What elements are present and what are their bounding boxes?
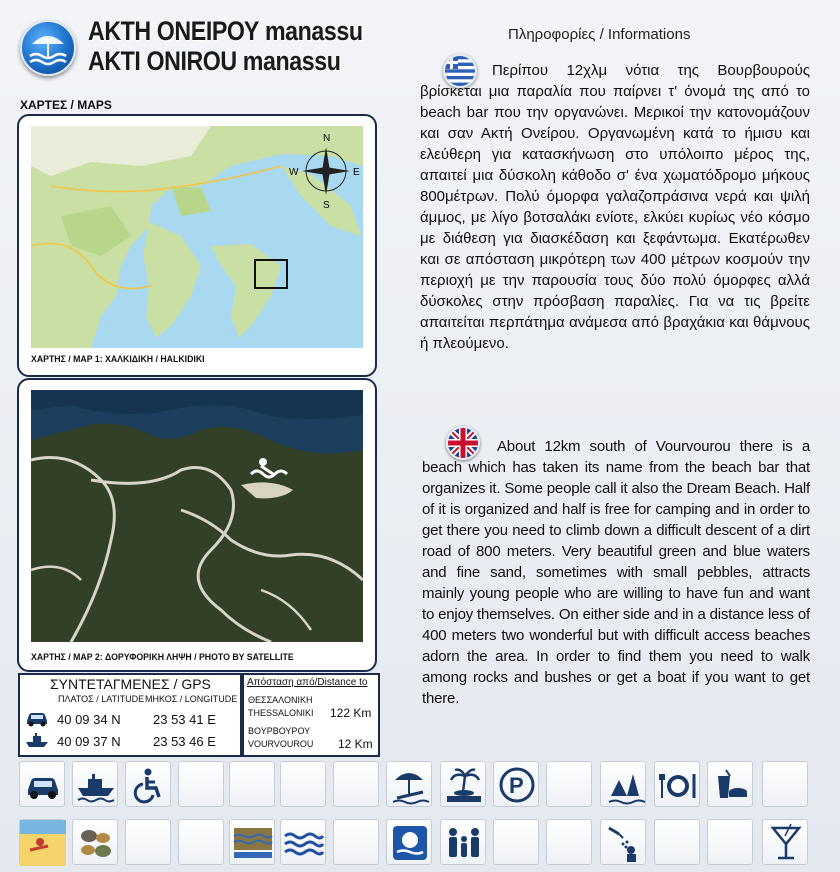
compass-w: W	[289, 167, 299, 178]
description-greek: Περίπου 12χλμ νότια της Βουρβουρούς βρίσκεται μια παραλία που παίρνει τ' όνομά της από το beach bar που την οργανώνει. Μερικοί την κατονομάζουν και σαν Ακτή Ονείρου. Οργανωμένη κατά το ήμισυ και ελεύθερη για κατασκήνωση στο υπόλοιπο μέρος της, απαιτεί μια δύσκολη κάθοδο σ' ένα χωματόδρομο μήκους 800μέτρων. Πολύ όμορφα γαλαζοπράσινα νερά και ψιλή άμμος, με λίγο βοτσαλάκι ενίοτε, ελκύει κυρίως νέο κόσμο με διάθεση για διασκέδαση και ξεφάντωμα. Εκατέρωθεν και σε απόσταση μικρότερη των 400 μέτρων κοσμούν την περιοχή με την παρουσία τους δύο πολύ όμορφες αλλά δύσκολες στην πρόσβαση παραλίες. Για να τις βρείτε απαιτείται περπάτημα ανάμεσα από βραχάκια και θάμνους ή πλεούμενο.	[420, 62, 810, 352]
empty-tile	[125, 819, 171, 865]
map-satellite[interactable]	[17, 378, 377, 672]
maps-section-label: ΧΑΡΤΕΣ / MAPS	[20, 98, 112, 112]
empty-tile	[229, 761, 275, 807]
longitude-header: ΜΗΚΟΣ / LONGITUDE	[145, 694, 238, 704]
city2-english: VOURVOUROU	[248, 739, 314, 749]
map1-caption: ΧΑΡΤΗΣ / MAP 1: ΧΑΛΚΙΔΙΚΗ / HALKIDIKI	[31, 354, 205, 365]
empty-tile	[493, 819, 539, 865]
city1-greek: ΘΕΣΣΑΛΟΝΙΚΗ	[248, 695, 313, 705]
fastfood-icon	[707, 761, 753, 807]
empty-tile	[546, 761, 592, 807]
gps-title: ΣΥΝΤΕΤΑΓΜΕΝΕΣ / GPS	[50, 676, 211, 692]
description-english: About 12km south of Vourvourou there is a beach which has taken its name from the beach bar that organizes it. Some people call it also the Dream Beach. Half of it is organized and half is free for camping and in order to get there you need to climb down a difficult descent of a dirt road of 800 meters. Very beautiful green and blue waters and fine sand, sometimes with small pebbles, attracts mainly young people who are willing to have fun and want to enjoy themselves. On either side and in a distance less of 400 meters two wonderful but with difficult access beaches adorn the area. In order to find them you need to walk among rocks and bushes or get a boat if you want to get there.	[422, 438, 810, 707]
empty-tile	[654, 819, 700, 865]
page-title-latin: AKTI ONIROU manassu	[88, 46, 341, 76]
boat-latitude: 40 09 37 N	[57, 734, 121, 749]
beach-logo-icon	[20, 20, 76, 76]
empty-tile	[762, 761, 808, 807]
empty-tile	[178, 761, 224, 807]
gps-coordinates-box	[18, 673, 242, 757]
wheelchair-icon	[125, 761, 171, 807]
empty-tile	[178, 819, 224, 865]
organized-sea-icon	[229, 819, 275, 865]
sand-icon	[19, 819, 65, 865]
car-longitude: 23 53 41 E	[153, 712, 216, 727]
empty-tile	[546, 819, 592, 865]
city1-english: THESSALONIKI	[248, 708, 314, 718]
boat-coord-icon	[24, 731, 50, 749]
distance-title: Απόσταση από/Distance to	[247, 677, 368, 688]
latitude-header: ΠΛΑΤΟΣ / LATITUDE	[58, 694, 145, 704]
boat-icon	[72, 761, 118, 807]
empty-tile	[333, 761, 379, 807]
blue-flag-icon	[386, 819, 432, 865]
halkidiki-map-image	[31, 126, 363, 348]
boat-longitude: 23 53 46 E	[153, 734, 216, 749]
waves-icon	[280, 819, 326, 865]
island-icon	[440, 761, 486, 807]
info-heading: Πληροφορίες / Informations	[508, 26, 691, 43]
compass-e: E	[353, 167, 360, 178]
empty-tile	[333, 819, 379, 865]
svg-text:P: P	[509, 773, 524, 798]
satellite-photo-image	[31, 390, 363, 642]
map-halkidiki[interactable]	[17, 114, 377, 377]
compass-s: S	[323, 200, 330, 211]
car-coord-icon	[24, 709, 50, 727]
parking-icon	[493, 761, 539, 807]
cocktail-icon	[762, 819, 808, 865]
city2-greek: ΒΟΥΡΒΟΥΡΟΥ	[248, 726, 311, 736]
distance-box	[242, 673, 380, 757]
page-title-greek: ΑΚΤΗ ΟΝΕΙΡΟΥ manassu	[88, 16, 363, 46]
car-icon	[19, 761, 65, 807]
city1-distance: 122 Km	[330, 706, 372, 720]
empty-tile	[280, 761, 326, 807]
camping-icon	[600, 761, 646, 807]
umbrella-beach-icon	[386, 761, 432, 807]
map2-caption: ΧΑΡΤΗΣ / MAP 2: ΔΟΡΥΦΟΡΙΚΗ ΛΗΨΗ / PHOTO BY SATELLITE	[31, 652, 294, 663]
family-icon	[440, 819, 486, 865]
car-latitude: 40 09 34 N	[57, 712, 121, 727]
compass-n: N	[323, 133, 331, 144]
pebbles-icon	[72, 819, 118, 865]
city2-distance: 12 Km	[338, 737, 373, 751]
restaurant-icon	[654, 761, 700, 807]
shower-icon	[600, 819, 646, 865]
empty-tile	[707, 819, 753, 865]
